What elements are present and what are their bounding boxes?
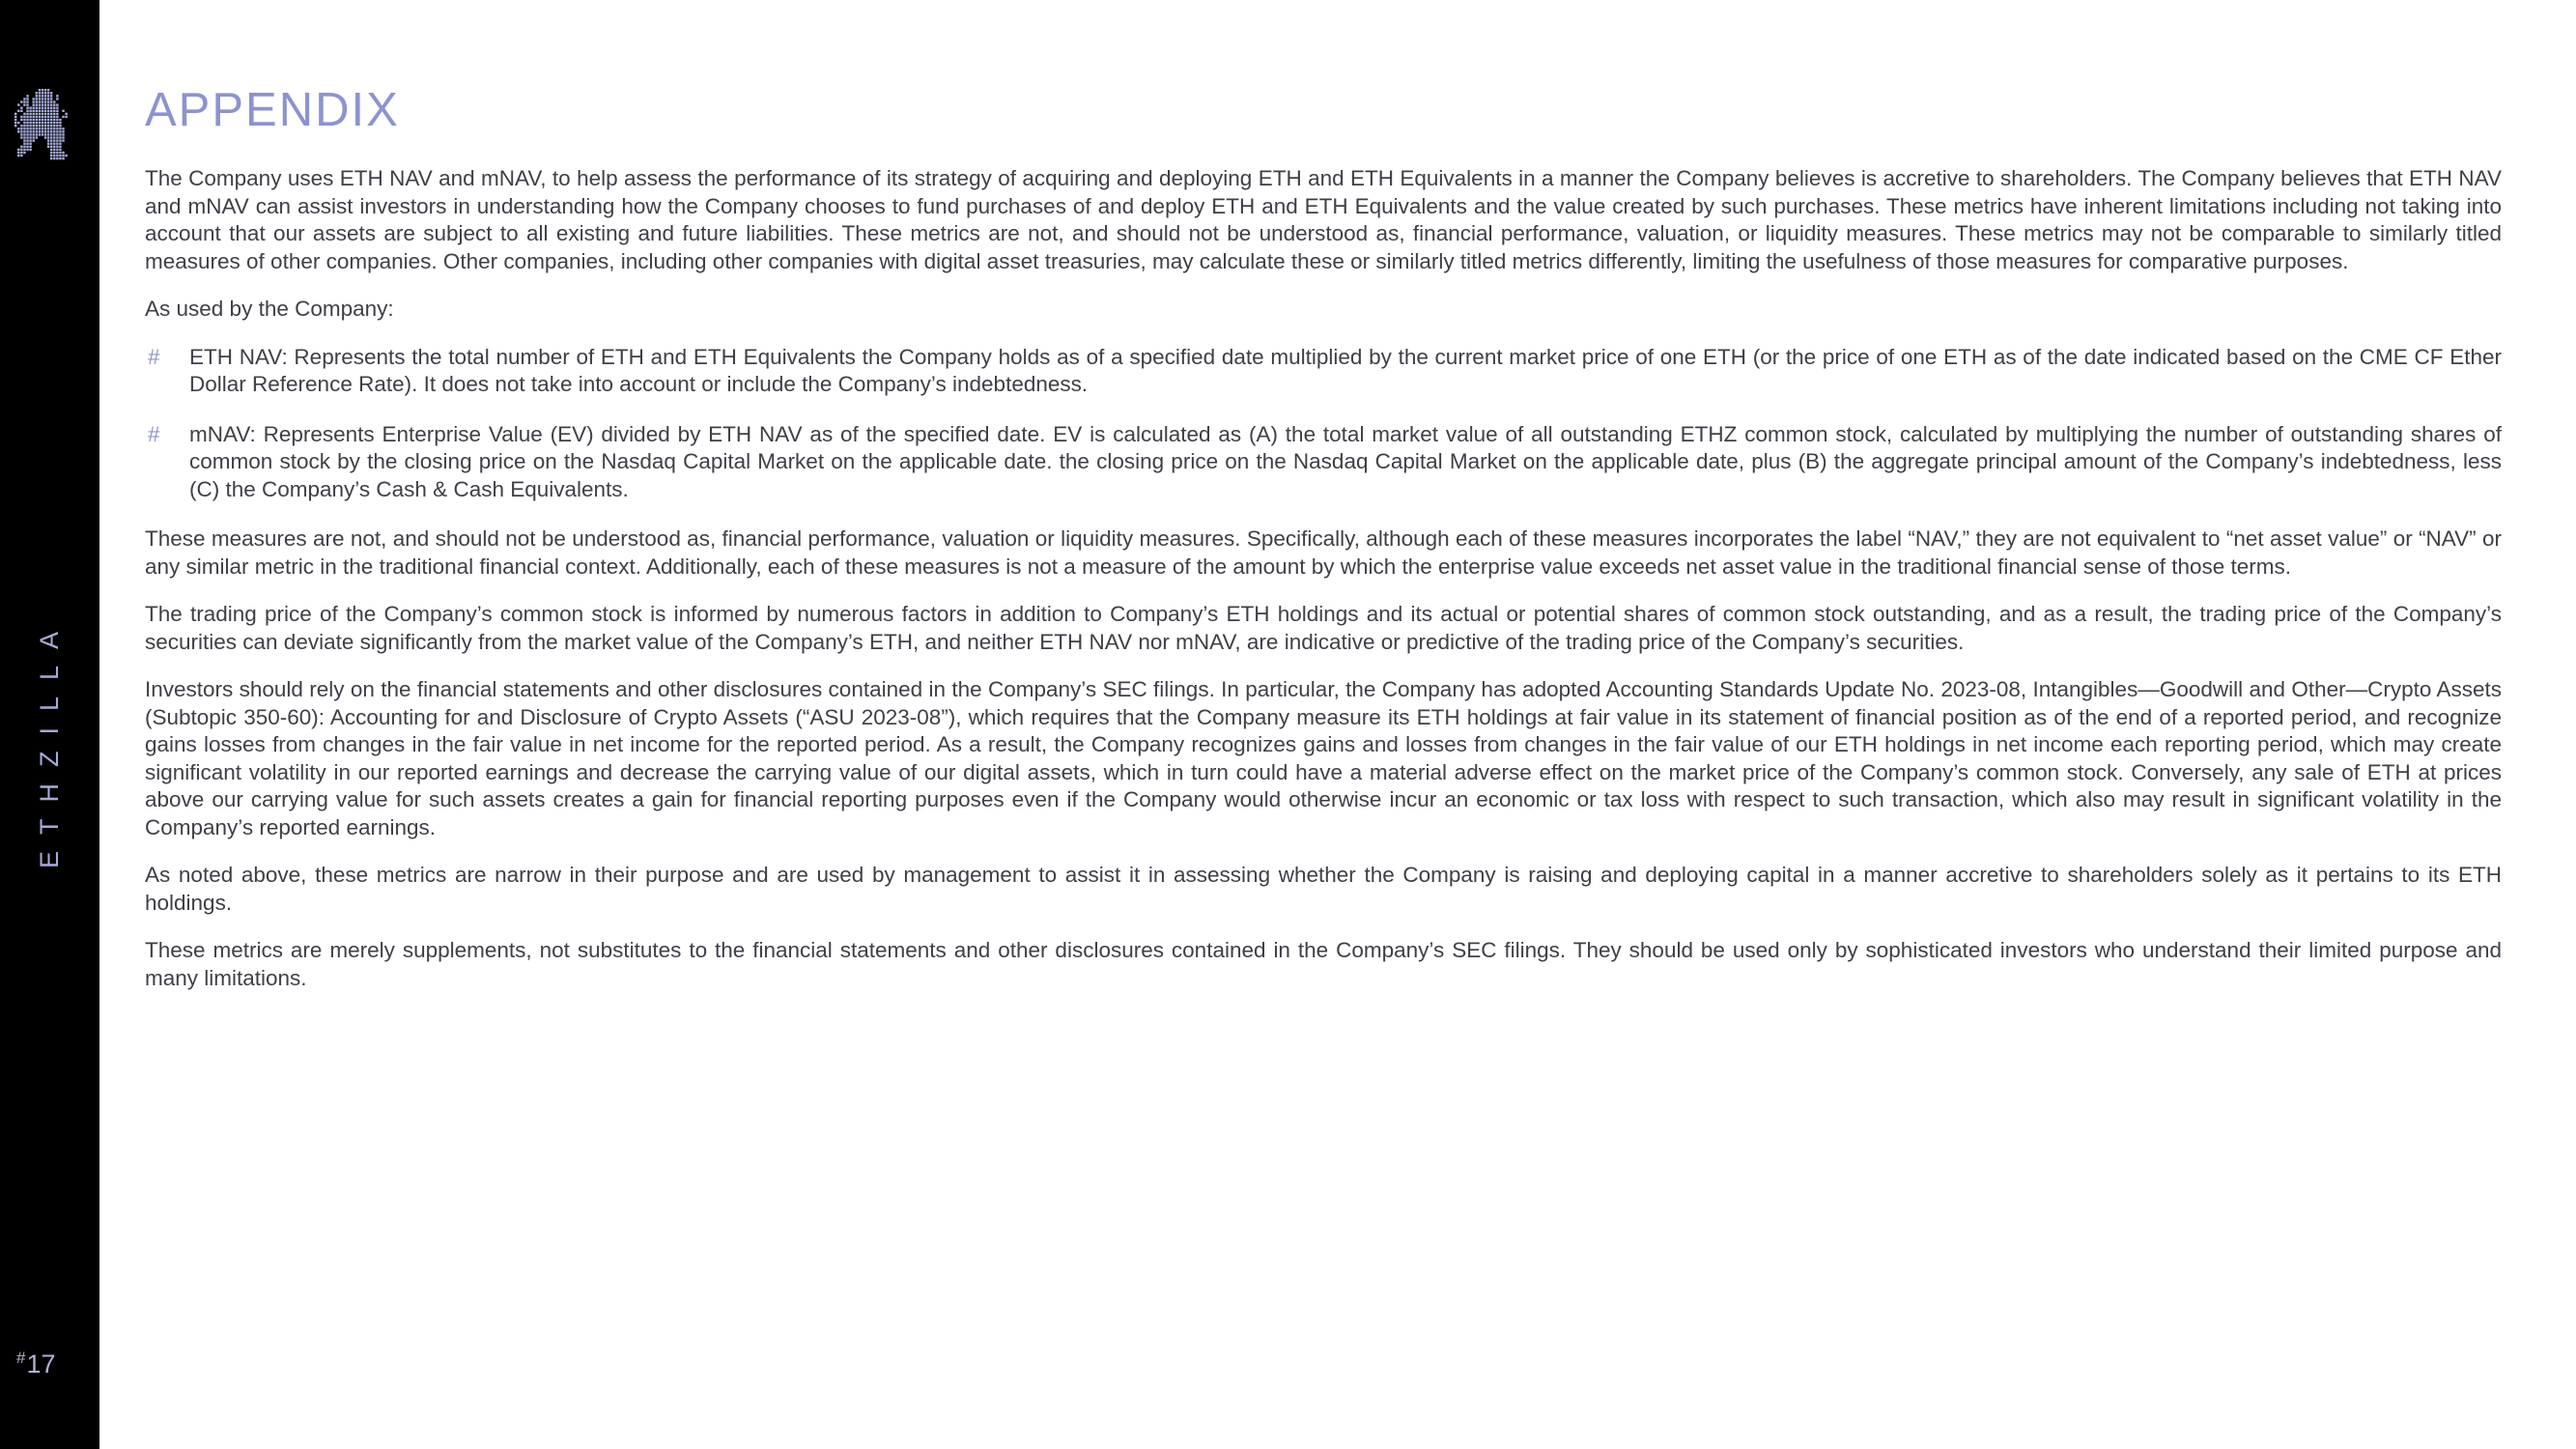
paragraph-as-noted: As noted above, these metrics are narrow in their purpose and are used by management to assist it in assessing whether the Company is raising and deploying capital in a manner accretive to shareholders solely as it pertains to its ETH holdings.	[145, 863, 2502, 915]
logo-container	[0, 89, 99, 160]
bullet-marker: #	[148, 344, 160, 369]
page-number	[16, 1349, 56, 1379]
main-content	[145, 0, 2502, 1012]
intro-paragraph: The Company uses ETH NAV and mNAV, to help assess the performance of its strategy of acquiring and deploying ETH and ETH Equivalents in a manner the Company believes is accretive to shareholders. The Company believes that ETH NAV and mNAV can assist investors in understanding how the Company chooses to fund purchases of and deploy ETH and ETH Equivalents and the value created by such purchases. These metrics have inherent limitations including not taking into account that our assets are subject to all existing and future liabilities. These metrics are not, and should not be understood as, financial performance, valuation, or liquidity measures. These metrics may not be comparable to similarly titled measures of other companies. Other companies, including other companies with digital asset treasuries, may calculate these or similarly titled metrics differently, limiting the usefulness of those measures for comparative purposes.	[145, 166, 2502, 273]
bullet-item-mnav	[145, 421, 2502, 504]
brand-vertical-text: ETHZILLA	[35, 614, 64, 869]
body-copy	[145, 165, 2502, 992]
brand-container	[0, 578, 99, 906]
bullet-text: ETH NAV: Represents the total number of ETH and ETH Equivalents the Company holds as of a specified date multiplied by the current market price of one ETH (or the price of one ETH as of the date indicated based on the CME CF Ether Dollar Reference Rate). It does not take into account or include the Company’s indebtedness.	[189, 344, 2502, 396]
godzilla-pixel-logo-icon	[14, 89, 86, 160]
page-number-value: 17	[26, 1350, 56, 1378]
as-used-heading: As used by the Company:	[145, 297, 394, 321]
page-title: APPENDIX	[145, 84, 400, 136]
page-number-hash: #	[16, 1349, 26, 1367]
paragraph-supplements: These metrics are merely supplements, not substitutes to the financial statements and other disclosures contained in the Company’s SEC filings. They should be used only by sophisticated investors who understand their limited purpose and many limitations.	[145, 938, 2502, 990]
paragraph-trading-price: The trading price of the Company’s common stock is informed by numerous factors in addition to Company’s ETH holdings and its actual or potential shares of common stock outstanding, and as a result, the trading price of the Company’s securities can deviate significantly from the market value of the Company’s ETH, and neither ETH NAV nor mNAV, are indicative or predictive of the trading price of the Company’s securities.	[145, 602, 2502, 654]
paragraph-measures-not: These measures are not, and should not be understood as, financial performance, valuation or liquidity measures. Specifically, although each of these measures incorporates the label “NAV,” they are not equivalent to “net asset value” or “NAV” or any similar metric in the traditional financial context. Additionally, each of these measures is not a measure of the amount by which the enterprise value exceeds net asset value in the traditional financial sense of those terms.	[145, 526, 2502, 579]
sidebar	[0, 0, 99, 1449]
bullet-marker: #	[148, 421, 160, 446]
bullet-text: mNAV: Represents Enterprise Value (EV) divided by ETH NAV as of the specified date. EV is calculated as (A) the total market value of all outstanding ETHZ common stock, calculated by multiplying the number of outstanding shares of common stock by the closing price on the Nasdaq Capital Market on the applicable date. the closing price on the Nasdaq Capital Market on the applicable date, plus (B) the aggregate principal amount of the Company’s indebtedness, less (C) the Company’s Cash & Cash Equivalents.	[189, 421, 2502, 501]
bullet-item-eth-nav	[145, 344, 2502, 399]
paragraph-investors-rely: Investors should rely on the financial statements and other disclosures contained in the Company’s SEC filings. In particular, the Company has adopted Accounting Standards Update No. 2023-08, Intangibles—Goodwill and Other—Crypto Assets (Subtopic 350-60): Accounting for and Disclosure of Crypto Assets (“ASU 2023-08”), which requires that the Company measure its ETH holdings at fair value in its statement of financial position as of the end of a reported period, and recognize gains losses from changes in the fair value in net income for the reported period. As a result, the Company recognizes gains and losses from changes in the fair value of our ETH holdings in net income each reporting period, which may create significant volatility in our reported earnings and decrease the carrying value of our digital assets, which in turn could have a material adverse effect on the market price of the Company’s common stock. Conversely, any sale of ETH at prices above our carrying value for such assets creates a gain for financial reporting purposes even if the Company would otherwise incur an economic or tax loss with respect to such transaction, which also may result in significant volatility in the Company’s reported earnings.	[145, 677, 2502, 839]
